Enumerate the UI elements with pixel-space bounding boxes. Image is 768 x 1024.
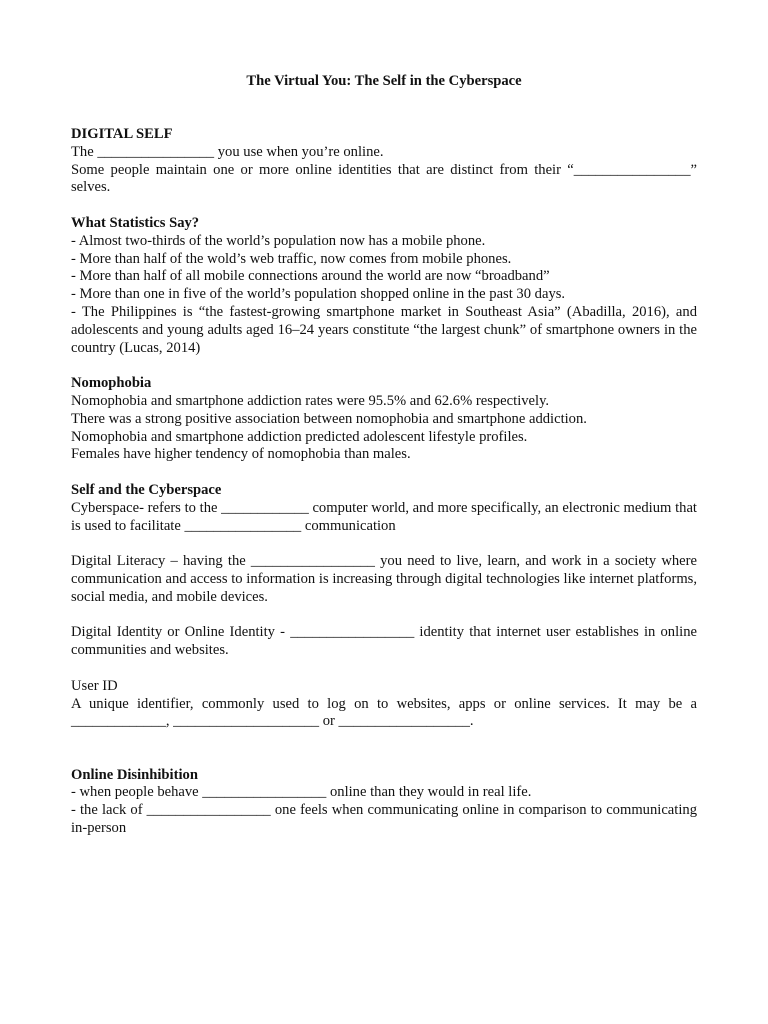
nomophobia-item: Females have higher tendency of nomophobia than males. — [71, 446, 411, 463]
cyberspace-definition: Cyberspace- refers to the ____________ computer world, and more specifically, an electronic medium that is used to facilitate ________________ communication — [71, 499, 697, 534]
section-heading-nomophobia: Nomophobia — [71, 375, 152, 392]
section-heading-digital-self: DIGITAL SELF — [71, 126, 173, 142]
nomophobia-item: Nomophobia and smartphone addiction predicted adolescent lifestyle profiles. — [71, 428, 528, 445]
statistics-item: - Almost two-thirds of the world’s population now has a mobile phone. — [71, 232, 486, 249]
section-online-disinhibition — [71, 767, 697, 838]
statistics-item: - More than one in five of the world’s population shopped online in the past 30 days. — [71, 286, 566, 303]
nomophobia-item: Nomophobia and smartphone addiction rates were 95.5% and 62.6% respectively. — [71, 392, 550, 409]
section-digital-identity — [71, 624, 697, 660]
digital-self-line: The ________________ you use when you’re online. — [71, 143, 384, 160]
section-statistics — [71, 215, 697, 357]
section-self-cyberspace — [71, 482, 697, 535]
section-nomophobia — [71, 375, 697, 464]
document-title: The Virtual You: The Self in the Cyberspace — [246, 73, 522, 89]
section-user-id — [71, 678, 697, 731]
user-id-heading: User ID — [71, 677, 118, 694]
online-disinhibition-item: - when people behave _________________ online than they would in real life. — [71, 784, 532, 801]
statistics-item: - The Philippines is “the fastest-growing smartphone market in Southeast Asia” (Abadilla, 2016), and adolescents and young adults aged 16–24 years constitute “the largest chunk” of smartphone owners in the country (Lucas, 2014) — [71, 303, 697, 356]
document-body — [71, 126, 697, 838]
digital-identity-definition: Digital Identity or Online Identity - _________________ identity that internet user establishes in online communities and websites. — [71, 624, 697, 659]
section-digital-self — [71, 126, 697, 197]
digital-self-paragraph: Some people maintain one or more online identities that are distinct from their “________________” selves. — [71, 161, 697, 196]
statistics-item: - More than half of the wold’s web traffic, now comes from mobile phones. — [71, 250, 512, 267]
section-heading-statistics: What Statistics Say? — [71, 214, 200, 231]
user-id-definition: A unique identifier, commonly used to log on to websites, apps or online services. It may be a _____________, ____________________ or __________________. — [71, 695, 697, 730]
section-digital-literacy — [71, 553, 697, 606]
section-heading-self-cyberspace: Self and the Cyberspace — [71, 481, 222, 498]
nomophobia-item: There was a strong positive association between nomophobia and smartphone addiction. — [71, 410, 587, 427]
online-disinhibition-item: - the lack of _________________ one feels when communicating online in comparison to communicating in-person — [71, 802, 697, 837]
statistics-item: - More than half of all mobile connections around the world are now “broadband” — [71, 268, 550, 285]
section-heading-online-disinhibition: Online Disinhibition — [71, 766, 198, 783]
digital-literacy-definition: Digital Literacy – having the _________________ you need to live, learn, and work in a society where communication and access to information is increasing through digital technologies like internet platforms, social media, and mobile devices. — [71, 553, 697, 605]
